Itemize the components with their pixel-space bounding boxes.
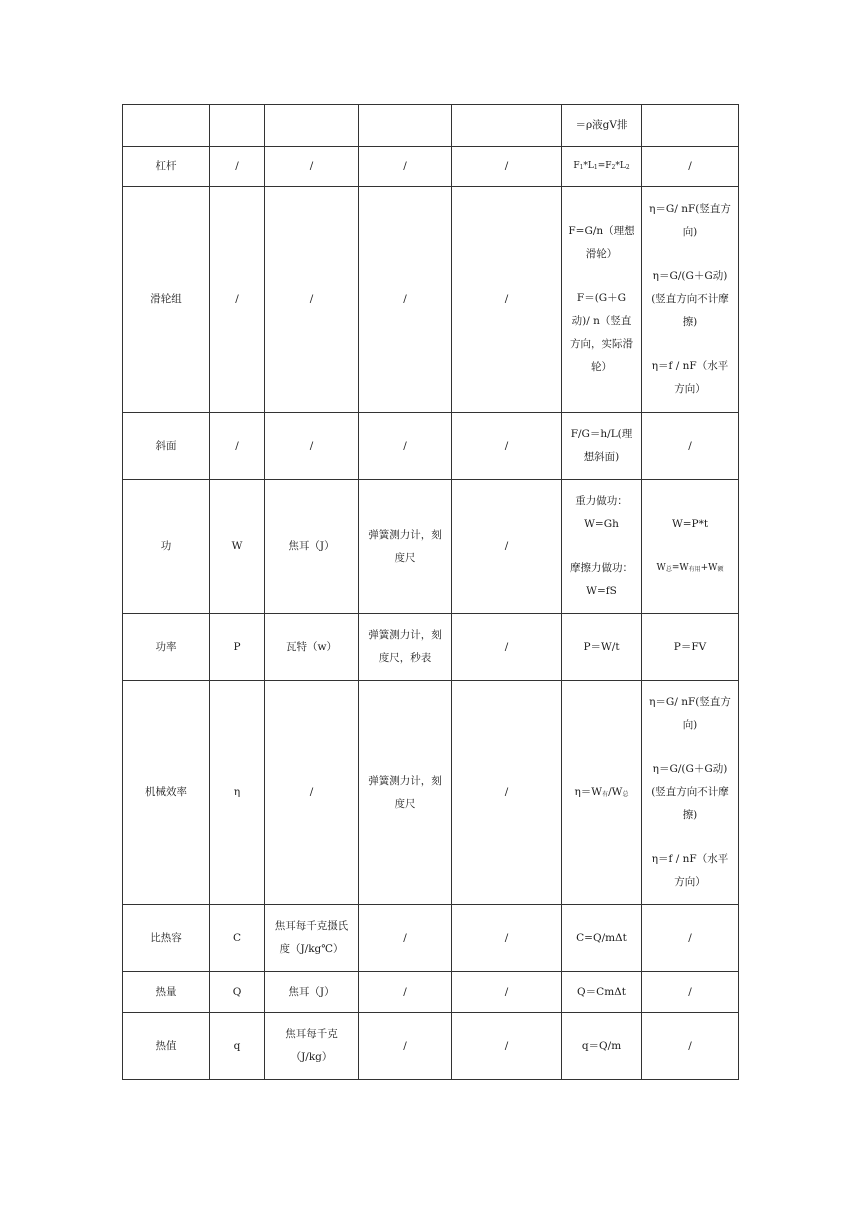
formula-text: η＝G/(G＋G动)(竖直方向不计摩擦) — [651, 763, 729, 821]
cell-principle: / — [452, 614, 562, 681]
cell-unit: 瓦特（w） — [265, 614, 359, 681]
formula-text: Q＝CmΔt — [577, 985, 626, 998]
cell-symbol: / — [210, 413, 265, 480]
cell-formula — [562, 905, 642, 972]
cell-principle: / — [452, 681, 562, 905]
cell-tool: 弹簧测力计，刻度尺，秒表 — [359, 614, 452, 681]
cell-principle: / — [452, 972, 562, 1013]
cell-unit: 焦耳每千克（J/kg） — [265, 1013, 359, 1080]
cell-tool: / — [359, 972, 452, 1013]
cell-symbol: C — [210, 905, 265, 972]
cell-formula — [562, 105, 642, 147]
table-row — [123, 147, 739, 187]
formula-text: η＝G/ nF(竖直方向) — [649, 203, 731, 238]
formula-text: η＝G/(G＋G动)(竖直方向不计摩擦) — [651, 270, 729, 328]
formula-text: F=G/n（理想滑轮） — [568, 225, 635, 260]
cell-name: 热量 — [123, 972, 210, 1013]
table-row — [123, 105, 739, 147]
formula-text: q＝Q/m — [581, 1039, 622, 1052]
cell-unit: 焦耳每千克摄氏度（J/kg℃） — [265, 905, 359, 972]
cell-unit: / — [265, 187, 359, 413]
cell-name: 功 — [123, 480, 210, 614]
cell-symbol: / — [210, 147, 265, 187]
efficiency-formula: η＝W有/W总 — [574, 786, 629, 798]
cell-tool: / — [359, 1013, 452, 1080]
cell-principle — [452, 105, 562, 147]
formula-text: ＝ρ液gV排 — [575, 119, 628, 131]
cell-name: 热值 — [123, 1013, 210, 1080]
cell-formula-2 — [642, 187, 739, 413]
cell-tool: / — [359, 905, 452, 972]
cell-tool: / — [359, 413, 452, 480]
table-row — [123, 681, 739, 905]
table-row — [123, 972, 739, 1013]
cell-tool — [359, 105, 452, 147]
cell-formula-2: / — [642, 147, 739, 187]
cell-name: 机械效率 — [123, 681, 210, 905]
formula-text: η＝G/ nF(竖直方向) — [649, 696, 731, 731]
cell-symbol: P — [210, 614, 265, 681]
lever-formula: F1*L1=F2*L2 — [573, 161, 630, 171]
cell-formula-2: / — [642, 972, 739, 1013]
cell-formula — [562, 614, 642, 681]
cell-formula-2 — [642, 105, 739, 147]
cell-formula-2: / — [642, 905, 739, 972]
cell-tool: 弹簧测力计，刻度尺 — [359, 480, 452, 614]
formula-text: C=Q/mΔt — [576, 931, 627, 944]
cell-formula — [562, 480, 642, 614]
cell-unit: / — [265, 147, 359, 187]
cell-symbol: η — [210, 681, 265, 905]
work-total-formula: W总=W有用+W额 — [656, 563, 724, 573]
formula-text: P＝W/t — [583, 640, 620, 653]
cell-unit: 焦耳（J） — [265, 480, 359, 614]
table-row — [123, 413, 739, 480]
cell-formula — [562, 147, 642, 187]
cell-symbol: q — [210, 1013, 265, 1080]
cell-unit — [265, 105, 359, 147]
cell-unit: 焦耳（J） — [265, 972, 359, 1013]
cell-formula — [562, 187, 642, 413]
cell-symbol — [210, 105, 265, 147]
cell-unit: / — [265, 681, 359, 905]
cell-name: 比热容 — [123, 905, 210, 972]
cell-symbol: Q — [210, 972, 265, 1013]
cell-principle: / — [452, 187, 562, 413]
cell-formula-2 — [642, 480, 739, 614]
table-row — [123, 480, 739, 614]
cell-formula-2: / — [642, 413, 739, 480]
cell-tool: 弹簧测力计，刻度尺 — [359, 681, 452, 905]
table-row — [123, 187, 739, 413]
formula-text: η＝f / nF（水平方向） — [651, 853, 729, 888]
cell-formula — [562, 681, 642, 905]
cell-formula-2: P＝FV — [642, 614, 739, 681]
cell-formula-2: / — [642, 1013, 739, 1080]
cell-formula — [562, 1013, 642, 1080]
table-row — [123, 905, 739, 972]
table-row — [123, 614, 739, 681]
cell-symbol: / — [210, 187, 265, 413]
cell-principle: / — [452, 1013, 562, 1080]
cell-name: 杠杆 — [123, 147, 210, 187]
cell-tool: / — [359, 187, 452, 413]
cell-principle: / — [452, 905, 562, 972]
formula-text: 重力做功：W=Gh — [575, 495, 628, 530]
cell-formula — [562, 413, 642, 480]
table-row — [123, 1013, 739, 1080]
cell-tool: / — [359, 147, 452, 187]
formula-text: 摩擦力做功：W=fS — [570, 562, 633, 597]
physics-quantity-table — [122, 104, 739, 1080]
formula-text: η＝f / nF（水平方向） — [651, 360, 729, 395]
formula-text: W=P*t — [671, 518, 709, 530]
cell-formula — [562, 972, 642, 1013]
formula-text: F/G＝h/L(理想斜面) — [570, 428, 633, 463]
cell-symbol: W — [210, 480, 265, 614]
formula-text: F＝(G＋G动)/ n（竖直方向，实际滑轮） — [570, 292, 633, 373]
cell-name: 功率 — [123, 614, 210, 681]
cell-name — [123, 105, 210, 147]
cell-principle: / — [452, 413, 562, 480]
cell-name: 滑轮组 — [123, 187, 210, 413]
cell-principle: / — [452, 480, 562, 614]
cell-principle: / — [452, 147, 562, 187]
cell-name: 斜面 — [123, 413, 210, 480]
cell-formula-2 — [642, 681, 739, 905]
cell-unit: / — [265, 413, 359, 480]
